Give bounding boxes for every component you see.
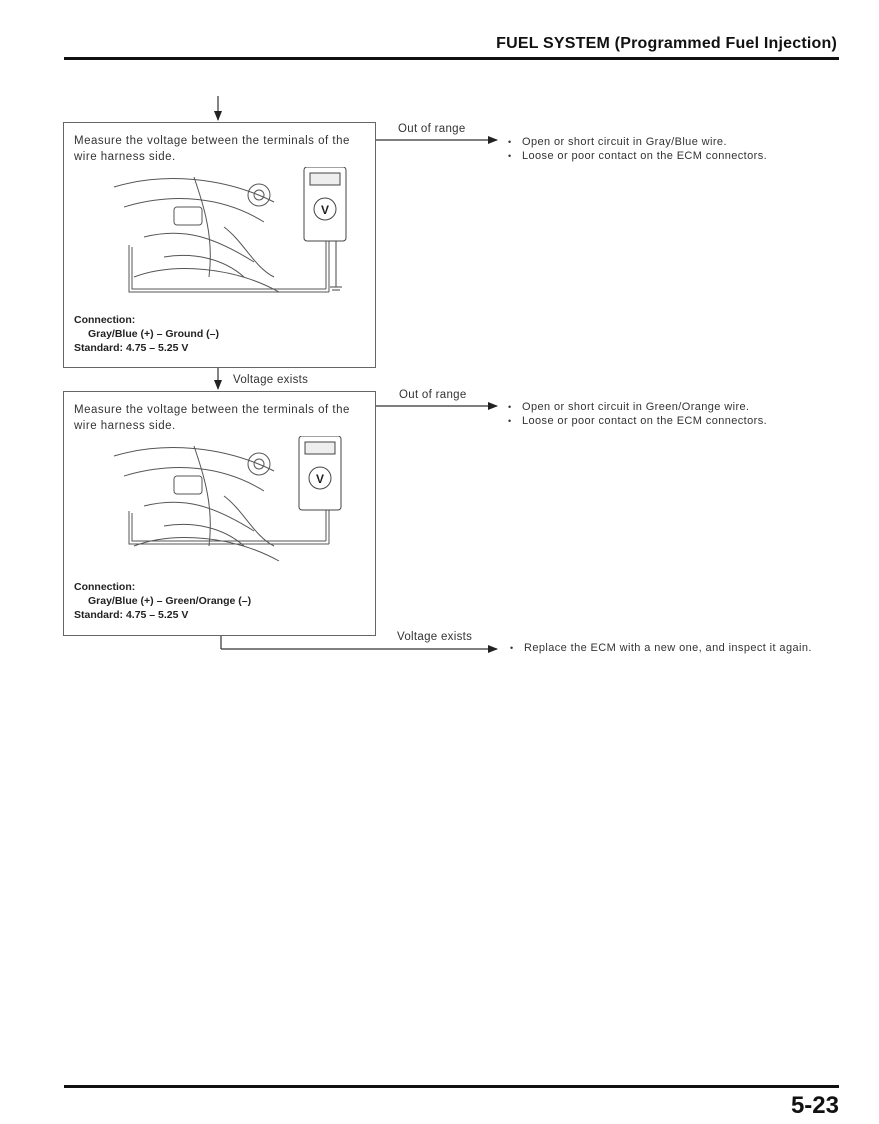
- step1-connection-block: [74, 313, 219, 355]
- step2-cause-1: • Open or short circuit in Green/Orange wire.: [508, 400, 828, 414]
- step2-pass-label: Voltage exists: [397, 631, 473, 643]
- step1-cause-2: • Loose or poor contact on the ECM connectors.: [508, 149, 828, 163]
- final-action-item: • Replace the ECM with a new one, and inspect it again.: [510, 641, 830, 655]
- step2-connection-block: [74, 580, 251, 622]
- step1-multimeter: [304, 167, 346, 290]
- connector-shape: [174, 207, 202, 225]
- final-action: [510, 641, 830, 655]
- step1-illustration: [104, 167, 374, 317]
- step1-pass-label: Voltage exists: [233, 374, 309, 386]
- step2-instruction: Measure the voltage between the terminals of the wire harness side.: [74, 404, 350, 432]
- step2-cause-2: • Loose or poor contact on the ECM connectors.: [508, 414, 828, 428]
- step1-standard-value: 4.75 – 5.25 V: [125, 342, 189, 354]
- frame-tube: [114, 179, 274, 202]
- step2-fail-label: Out of range: [399, 389, 467, 401]
- step1-connection-label: Connection:: [74, 314, 136, 326]
- step1-instruction: Measure the voltage between the terminals of the wire harness side.: [74, 135, 350, 163]
- step2-standard-value: 4.75 – 5.25 V: [125, 609, 189, 621]
- page-number: 5-23: [790, 1092, 839, 1119]
- voltmeter-symbol: V: [315, 472, 325, 486]
- step2-connection-label: Connection:: [74, 581, 136, 593]
- step2-illustration: [104, 436, 374, 586]
- step1-cause-1: • Open or short circuit in Gray/Blue wire.: [508, 135, 828, 149]
- step2-standard-label: Standard:: [74, 609, 124, 621]
- step1-standard-label: Standard:: [74, 342, 124, 354]
- footer-rule: [64, 1085, 839, 1088]
- step1-box: [63, 122, 376, 368]
- step2-connection-value: Gray/Blue (+) – Green/Orange (–): [88, 595, 252, 607]
- step2-fail-causes: [508, 400, 828, 428]
- page-header-title: FUEL SYSTEM (Programmed Fuel Injection): [496, 35, 837, 52]
- step2-box: [63, 391, 376, 636]
- step1-fail-label: Out of range: [398, 123, 466, 135]
- voltmeter-symbol: V: [320, 203, 330, 217]
- step1-connection-value: Gray/Blue (+) – Ground (–): [88, 328, 219, 340]
- step1-fail-causes: [508, 135, 828, 163]
